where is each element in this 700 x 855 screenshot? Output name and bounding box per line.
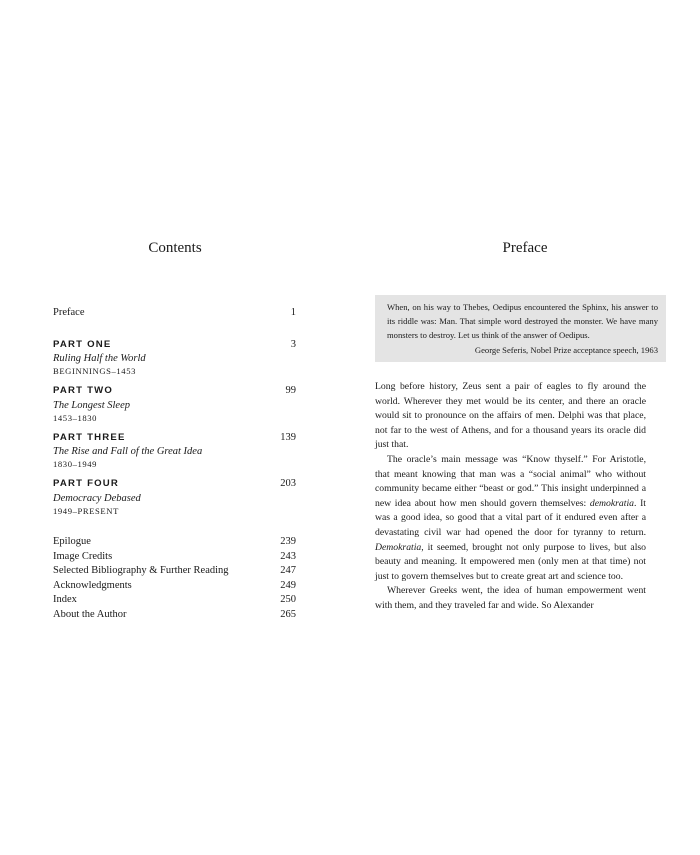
part-subtitle: The Rise and Fall of the Great Idea — [53, 446, 203, 458]
toc-entry-bibliography[interactable] — [53, 564, 296, 579]
toc-part-one[interactable] — [53, 338, 296, 379]
toc-entry-epilogue[interactable] — [53, 535, 296, 550]
table-of-contents — [53, 306, 296, 623]
contents-heading: Contents — [148, 240, 202, 256]
part-title: PART THREE — [53, 431, 126, 443]
epigraph-quote: When, on his way to Thebes, Oedipus encountered the Sphinx, his answer to its riddle was: Man. That simple word destroyed the monster. We have many monsters to destroy. Let us think of the answer of Oedipus. — [387, 302, 658, 341]
toc-page-number: 243 — [280, 550, 296, 562]
toc-page-number: 265 — [280, 608, 296, 620]
toc-page-number: 239 — [280, 535, 296, 547]
part-subtitle: The Longest Sleep — [53, 399, 130, 411]
toc-entry-about-author[interactable] — [53, 608, 296, 623]
part-title: PART FOUR — [53, 478, 120, 490]
toc-part-two[interactable] — [53, 384, 296, 425]
toc-entry-preface[interactable] — [53, 306, 296, 321]
toc-page-number: 203 — [280, 478, 296, 490]
toc-entry-label: Image Credits — [53, 550, 113, 562]
part-title: PART ONE — [53, 338, 112, 350]
preface-page — [350, 0, 700, 855]
toc-page-number: 3 — [290, 338, 296, 350]
toc-page-number: 250 — [280, 594, 296, 606]
preface-body — [375, 380, 646, 614]
toc-part-four[interactable] — [53, 477, 296, 518]
part-dates: 1830–1949 — [53, 459, 98, 470]
part-subtitle: Ruling Half the World — [53, 353, 146, 365]
preface-heading: Preface — [502, 240, 548, 256]
toc-entry-label: About the Author — [53, 608, 127, 620]
paragraph: Long before history, Zeus sent a pair of eagles to fly around the world. Wherever they met would be its center, and there an oracle would sit to pronounce on the affairs of men. Delphi was that place, not far to the west of Athens, and for a thousand years its oracle did just that. — [375, 381, 646, 451]
part-dates: 1949–PRESENT — [53, 505, 119, 516]
part-subtitle: Democracy Debased — [53, 492, 141, 504]
epigraph-box — [375, 295, 666, 362]
toc-page-number: 1 — [290, 307, 296, 318]
toc-entry-label: Selected Bibliography & Further Reading — [53, 565, 229, 577]
toc-entry-label: Preface — [53, 307, 85, 318]
toc-entry-index[interactable] — [53, 593, 296, 608]
part-dates: BEGINNINGS–1453 — [53, 366, 136, 377]
toc-entry-acknowledgments[interactable] — [53, 579, 296, 594]
part-title: PART TWO — [53, 385, 114, 397]
toc-entry-label: Epilogue — [53, 535, 91, 547]
toc-entry-label: Acknowledgments — [53, 579, 132, 591]
toc-page-number: 247 — [280, 565, 296, 577]
toc-page-number: 99 — [285, 385, 296, 397]
toc-page-number: 249 — [280, 579, 296, 591]
toc-entry-image-credits[interactable] — [53, 550, 296, 565]
toc-part-three[interactable] — [53, 431, 296, 472]
toc-page-number: 139 — [280, 431, 296, 443]
paragraph: Wherever Greeks went, the idea of human empowerment went with them, and they traveled far and wide. So Alexander — [375, 585, 646, 611]
part-dates: 1453–1830 — [53, 412, 98, 423]
paragraph: The oracle’s main message was “Know thyself.” For Aristotle, that meant knowing that man was a “social animal” who without community became either “beast or god.” This insight underpinned a new idea about how men should govern themselves: demokratia. It was a good idea, so good that a vital part of it endured even after a devastating civil war had opened the door for tyranny to return. Demokratia, it seemed, brought not only purpose to lives, but also beauty and meaning. It empowered men (only men at that time) not just to govern themselves but to create great art and science too. — [375, 453, 646, 582]
toc-entry-label: Index — [53, 594, 77, 606]
epigraph-attribution: George Seferis, Nobel Prize acceptance speech, 1963 — [474, 344, 658, 355]
